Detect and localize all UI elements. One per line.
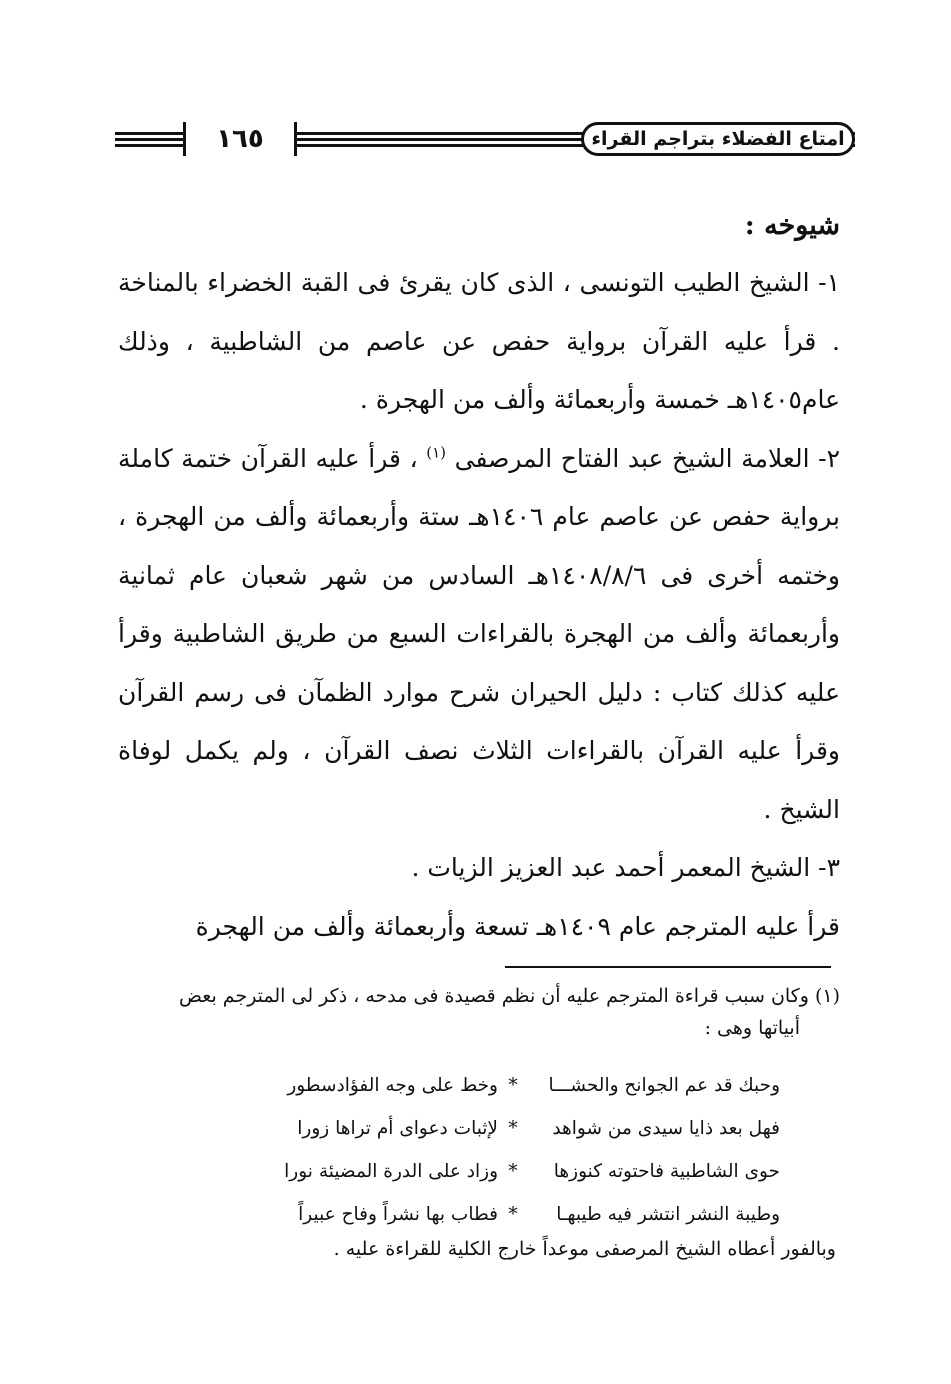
section-title: شيوخه :: [744, 210, 840, 241]
paragraph-2: [118, 430, 840, 840]
verse-line: [200, 1107, 780, 1150]
running-header: [115, 122, 855, 164]
verse-first-hemistich: وطيبة النشر انتشر فيه طيبهـا: [556, 1204, 780, 1225]
footnote-separator: [505, 966, 831, 968]
book-title-box: [581, 122, 855, 156]
footnote: [118, 980, 840, 1044]
paragraph-2-lead: ٢- العلامة الشيخ عبد الفتاح المرصفى: [454, 443, 841, 473]
verse-first-hemistich: وحبك قد عم الجوانح والحشـــا: [548, 1075, 780, 1096]
verse-line: [200, 1150, 780, 1193]
verse-second-hemistich: وخط على وجه الفؤادسطور: [287, 1075, 498, 1096]
verse-separator: *: [508, 1075, 518, 1096]
paragraph-2-rest: ، قرأ عليه القرآن ختمة كاملة برواية حفص عن عاصم عام ١٤٠٦هـ ستة وأربعمائة وألف من الهجرة ، وختمه أخرى فى ١٤٠٨/٨/٦هـ السادس من شهر شعبان عام ثمانية وأربعمائة وألف من الهجرة بالقراءات السبع من طريق الشاطبية وقرأ عليه كذلك كتاب : دليل الحيران شرح موارد الظمآن فى رسم القرآن وقرأ عليه القرآن بالقراءات الثلاث نصف القرآن ، ولم يكمل لوفاة الشيخ .: [118, 443, 841, 824]
paragraph-1: ١- الشيخ الطيب التونسى ، الذى كان يقرئ فى القبة الخضراء بالمناخة . قرأ عليه القرآن برواية حفص عن عاصم من الشاطبية ، وذلك عام١٤٠٥هـ خمسة وأربعمائة وألف من الهجرة .: [118, 268, 840, 414]
footnote-reference: (١): [426, 443, 447, 462]
verse-line: [200, 1193, 780, 1236]
poem-verses: [200, 1064, 780, 1236]
main-text: [118, 198, 840, 956]
page-number: ١٦٥: [216, 124, 264, 154]
footnote-text-continued: أبياتها وهى :: [704, 1017, 800, 1039]
verse-first-hemistich: فهل بعد ذايا سيدى من شواهد: [552, 1118, 780, 1139]
verse-separator: *: [508, 1204, 518, 1225]
verse-first-hemistich: حوى الشاطبية فاحتوته كنوزها: [553, 1161, 780, 1182]
verse-separator: *: [508, 1118, 518, 1139]
paragraph-4: قرأ عليه المترجم عام ١٤٠٩هـ تسعة وأربعمائة وألف من الهجرة: [195, 911, 840, 941]
verse-second-hemistich: وزاد على الدرة المضيئة نورا: [284, 1161, 498, 1182]
verse-separator: *: [508, 1161, 518, 1182]
verse-second-hemistich: لإثبات دعواى أم تراها زورا: [297, 1118, 498, 1139]
verse-second-hemistich: فطاب بها نشراً وفاح عبيراً: [298, 1204, 498, 1225]
footnote-text: (١) وكان سبب قراءة المترجم عليه أن نظم قصيدة فى مدحه ، ذكر لى المترجم بعض: [179, 985, 840, 1007]
verse-line: [200, 1064, 780, 1107]
page-number-box: [183, 122, 297, 156]
footnote-closing: وبالفور أعطاه الشيخ المرصفى موعداً خارج الكلية للقراءة عليه .: [333, 1238, 836, 1260]
paragraph-3: ٣- الشيخ المعمر أحمد عبد العزيز الزيات .: [411, 853, 840, 882]
book-title: امتاع الفضلاء بتراجم القراء: [591, 128, 845, 150]
